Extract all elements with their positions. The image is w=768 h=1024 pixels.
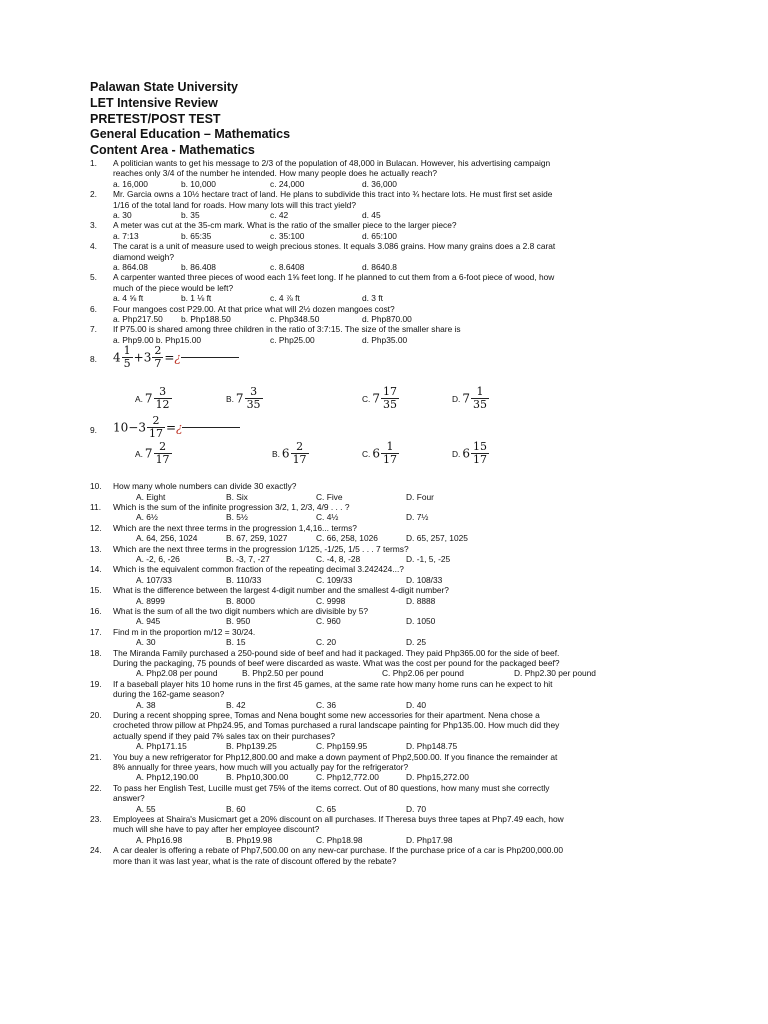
fraction-numerator: 17	[383, 385, 398, 399]
answer-option[interactable]: B. 42	[226, 699, 246, 710]
answer-option[interactable]: A. Php2.08 per pound	[136, 668, 218, 679]
fraction-denominator: 5	[123, 357, 131, 371]
answer-option[interactable]: D. 8888	[406, 595, 436, 606]
question-item	[0, 481, 768, 502]
answer-options	[0, 335, 768, 345]
question-item	[0, 752, 768, 783]
fraction-numerator: 1	[471, 386, 489, 399]
question-text-line: crocheted throw pillow at Php24.95, and Tomas purchased a rural landscape painting for Php135.00. How much did they	[113, 720, 560, 731]
math-text: 7	[372, 391, 381, 406]
question-list	[0, 158, 768, 866]
question-item-math	[0, 345, 768, 419]
answer-option[interactable]: d. 45	[362, 210, 381, 221]
answer-option[interactable]: A. 64, 256, 1024	[136, 533, 198, 544]
fraction	[245, 386, 263, 411]
question-text-line: A car dealer is offering a rebate of Php7,500.00 on any new-car purchase. If the purchase price of a car is Php200,000.00	[113, 845, 564, 856]
fraction-numerator: 15	[473, 440, 488, 454]
question-item	[0, 814, 768, 845]
fraction-denominator: 7	[154, 357, 162, 371]
question-item	[0, 241, 768, 272]
answer-option[interactable]: C. 20	[316, 637, 337, 648]
answer-option[interactable]: A. 107/33	[136, 574, 172, 585]
question-text-line: diamond weigh?	[113, 251, 174, 262]
answer-option[interactable]: D. 7½	[406, 512, 429, 523]
question-number: 8.	[90, 354, 97, 365]
option-label: A.	[135, 448, 143, 459]
question-item	[0, 845, 768, 866]
answer-option[interactable]: c. 42	[270, 210, 289, 221]
math-text: +3	[133, 350, 152, 365]
question-text	[113, 502, 678, 512]
fraction-numerator: 2	[291, 441, 309, 454]
question-number: 16.	[90, 605, 102, 616]
question-text-line: during the 162-game season?	[113, 689, 225, 700]
fraction	[381, 441, 399, 466]
question-text-line: During a recent shopping spree, Tomas and Nena bought some new accessories for their apartment. Nena chose a	[113, 709, 540, 720]
answer-option[interactable]: B. -3, 7, -27	[226, 554, 270, 564]
answer-option[interactable]	[135, 386, 173, 411]
question-number: 12.	[90, 522, 102, 533]
answer-option[interactable]: D. Php148.75	[406, 741, 458, 752]
question-text	[113, 272, 678, 293]
fraction	[152, 345, 163, 370]
fraction-numerator: 3	[154, 386, 172, 399]
question-number: 3.	[90, 220, 97, 231]
question-number: 19.	[90, 678, 102, 689]
question-text-line: Which is the equivalent common fraction of the repeating decimal 3.242424...?	[113, 564, 404, 575]
fraction-denominator: 35	[473, 398, 488, 412]
fraction-denominator: 35	[383, 398, 398, 412]
question-number: 14.	[90, 564, 102, 575]
question-number: 11.	[90, 502, 102, 512]
question-text-line: Which are the next three terms in the progression 1,4,16... terms?	[113, 522, 357, 533]
answer-option[interactable]: b. 10,000	[181, 178, 216, 189]
question-text	[113, 752, 678, 773]
answer-option[interactable]: d. 8640.8	[362, 262, 397, 273]
question-number: 5.	[90, 272, 97, 283]
question-text-line: To pass her English Test, Lucille must get 75% of the items correct. Out of 80 questions, how many must she correctly	[113, 782, 550, 793]
fraction	[147, 415, 165, 440]
answer-option[interactable]: d. 36,000	[362, 178, 397, 189]
math-expression	[113, 415, 240, 440]
answer-option[interactable]: B. 67, 259, 1027	[226, 533, 288, 544]
question-text	[113, 710, 678, 741]
answer-option[interactable]: c. 8.6408	[270, 262, 305, 273]
answer-option[interactable]: C. Php12,772.00	[316, 772, 379, 783]
answer-option[interactable]: c. Php348.50	[270, 314, 320, 325]
answer-option[interactable]	[452, 441, 490, 466]
question-item	[0, 627, 768, 648]
question-text	[113, 158, 678, 179]
fraction	[381, 386, 399, 411]
question-text	[113, 845, 678, 866]
answer-option[interactable]: A. 945	[136, 616, 161, 627]
option-label: C.	[362, 448, 371, 459]
answer-option[interactable]: A. 55	[136, 803, 156, 814]
answer-option[interactable]: b. 35	[181, 210, 200, 221]
answer-option[interactable]: C. 65	[316, 803, 337, 814]
question-item	[0, 585, 768, 606]
question-number: 21.	[90, 751, 102, 762]
question-text-line: Employees at Shaira's Musicmart get a 20% discount on all purchases. If Theresa buys three tapes at Php7.49 each, how	[113, 814, 564, 824]
answer-option[interactable]: D. 1050	[406, 616, 436, 627]
question-text-line: A meter was cut at the 35-cm mark. What is the ratio of the smaller piece to the larger piece?	[113, 220, 457, 231]
question-number: 23.	[90, 814, 102, 824]
math-text: 6	[281, 446, 290, 461]
question-text-line: 8% annually for three years, how much will you actually pay for the refrigerator?	[113, 762, 409, 772]
answer-option[interactable]: b. 1 ⅛ ft	[181, 293, 212, 304]
math-expression	[113, 345, 239, 370]
math-text: 7	[144, 446, 153, 461]
fraction	[471, 441, 489, 466]
answer-options	[0, 533, 768, 543]
fraction-denominator: 17	[148, 427, 163, 441]
question-item	[0, 158, 768, 189]
question-text-line: If a baseball player hits 10 home runs in the first 45 games, at the same rate how many home runs can he expect to hit	[113, 678, 553, 689]
answer-options	[0, 741, 768, 751]
question-text-line: The Miranda Family purchased a 250-pound side of beef and had it packaged. They paid Php365.00 for the side of beef.	[113, 647, 560, 658]
answer-option[interactable]: B. Php2.50 per pound	[242, 668, 324, 679]
answer-option[interactable]: D. 70	[406, 803, 427, 814]
answer-option[interactable]: D. 108/33	[406, 574, 443, 585]
fraction	[122, 345, 133, 370]
answer-option[interactable]: D. Php17.98	[406, 834, 453, 845]
answer-options	[0, 637, 768, 647]
question-number: 17.	[90, 626, 102, 637]
option-label: C.	[362, 393, 371, 404]
math-text: 6	[462, 446, 471, 461]
answer-option[interactable]: B. 8000	[226, 595, 255, 606]
answer-options	[0, 835, 768, 845]
answer-option[interactable]: C. 109/33	[316, 574, 353, 585]
question-text	[113, 648, 678, 669]
answer-options	[0, 668, 768, 678]
question-number: 15.	[90, 585, 102, 596]
question-item	[0, 783, 768, 814]
answer-option[interactable]: C. 36	[316, 699, 337, 710]
answer-option[interactable]: d. 3 ft	[362, 293, 383, 304]
question-item	[0, 324, 768, 345]
answer-option[interactable]: a. 30	[113, 210, 132, 221]
answer-options	[0, 179, 768, 189]
math-text: 7	[462, 391, 471, 406]
university-name: Palawan State University	[90, 80, 238, 94]
answer-options	[0, 262, 768, 272]
fraction	[291, 441, 309, 466]
answer-option[interactable]	[226, 386, 264, 411]
answer-option[interactable]: C. Five	[316, 491, 343, 502]
answer-option[interactable]: B. Php10,300.00	[226, 772, 289, 783]
fraction-denominator: 17	[155, 453, 170, 467]
answer-option[interactable]: a. 864.08	[113, 262, 148, 273]
answer-option[interactable]: C. -4, 8, -28	[316, 554, 361, 564]
option-label: B.	[272, 448, 280, 459]
answer-options	[0, 293, 768, 303]
review-title: LET Intensive Review	[90, 95, 218, 110]
answer-option[interactable]: A. Eight	[136, 491, 166, 502]
answer-option[interactable]: D. 40	[406, 699, 427, 710]
answer-blank	[181, 357, 239, 358]
question-text-line: reaches only 3/4 of the number he intended. How many people does he actually reach?	[113, 168, 438, 179]
answer-options	[0, 700, 768, 710]
math-text: 10	[113, 420, 129, 435]
answer-blank	[182, 427, 240, 428]
question-text	[113, 189, 678, 210]
answer-option[interactable]	[272, 441, 310, 466]
question-text-line: actually spend if they paid 7% sales tax on their purchases?	[113, 730, 336, 741]
answer-option[interactable]	[135, 441, 173, 466]
question-text	[113, 304, 678, 314]
answer-option[interactable]: a. 7:13	[113, 230, 139, 241]
answer-options	[0, 314, 768, 324]
answer-option[interactable]: a. Php217.50	[113, 314, 163, 325]
answer-option[interactable]: B. 60	[226, 803, 246, 814]
answer-option[interactable]: C. Php18.98	[316, 834, 363, 845]
fraction-numerator: 2	[147, 415, 165, 428]
math-text: =	[165, 420, 177, 435]
math-text: 7	[235, 391, 244, 406]
answer-options	[0, 554, 768, 564]
question-text-line: How many whole numbers can divide 30 exactly?	[113, 481, 297, 492]
fraction-numerator: 2	[154, 441, 172, 454]
test-type: PRETEST/POST TEST	[90, 111, 221, 126]
question-text-line: much of the piece would be left?	[113, 282, 234, 293]
question-text-line: more than it was last year, what is the rate of discount offered by the rebate?	[113, 855, 397, 866]
answer-option[interactable]	[452, 386, 490, 411]
question-item	[0, 189, 768, 220]
question-number: 20.	[90, 709, 102, 720]
subject-title: General Education – Mathematics	[90, 127, 291, 142]
question-item	[0, 564, 768, 585]
answer-option[interactable]: A. Php12,190.00	[136, 772, 199, 783]
answer-option[interactable]: B. Six	[226, 491, 248, 502]
question-item	[0, 544, 768, 565]
question-text-line: Which are the next three terms in the progression 1/125, -1/25, 1/5 . . . 7 terms?	[113, 543, 409, 554]
answer-option[interactable]: C. 4½	[316, 512, 339, 523]
answer-option[interactable]: B. 110/33	[226, 574, 262, 585]
question-text-line: If P75.00 is shared among three children in the ratio of 3:7:15. The size of the smaller share is	[113, 324, 461, 335]
question-text-line: Which is the sum of the infinite progression 3/2, 1, 2/3, 4/9 . . . ?	[113, 502, 350, 512]
answer-option[interactable]: c. 35:100	[270, 230, 305, 241]
question-text	[113, 585, 678, 595]
option-label: D.	[452, 448, 461, 459]
question-number: 13.	[90, 543, 102, 554]
question-text-line: During the packaging, 75 pounds of beef were discarded as waste. What was the cost per pound for the packaged beef?	[113, 657, 560, 668]
answer-options	[0, 512, 768, 522]
fraction-denominator: 35	[246, 398, 261, 412]
answer-option[interactable]: A. 6½	[136, 512, 158, 523]
option-label: B.	[226, 393, 234, 404]
question-text-line: Find m in the proportion m/12 = 30/24.	[113, 626, 256, 637]
answer-options	[0, 616, 768, 626]
question-number: 22.	[90, 782, 102, 793]
question-text	[113, 481, 678, 491]
question-text-line: A carpenter wanted three pieces of wood each 1⅝ feet long. If he planned to cut them from a 6-foot piece of wood, how	[113, 272, 555, 283]
option-label: A.	[135, 393, 143, 404]
question-text-line: The carat is a unit of measure used to weigh precious stones. It equals 3.086 grains. How many grains does a 2.8 carat	[113, 241, 556, 252]
answer-options	[0, 231, 768, 241]
question-number: 9.	[90, 425, 97, 436]
answer-option[interactable]	[362, 386, 400, 411]
answer-options	[0, 772, 768, 782]
question-item	[0, 710, 768, 752]
fraction-denominator: 17	[383, 453, 398, 467]
answer-option[interactable]: B. 15	[226, 637, 246, 648]
question-text	[113, 523, 678, 533]
answer-options	[0, 575, 768, 585]
question-text	[113, 564, 678, 574]
fraction-denominator: 17	[292, 453, 307, 467]
answer-option[interactable]: D. Php2.30 per pound	[514, 668, 596, 679]
math-text: 6	[372, 446, 381, 461]
answer-option[interactable]: D. Four	[406, 491, 434, 502]
question-item	[0, 523, 768, 544]
answer-options	[0, 596, 768, 606]
question-text-line: A politician wants to get his message to 2/3 of the population of 48,000 in Bulacan. However, his advertising campaign	[113, 158, 551, 168]
question-number: 7.	[90, 324, 97, 335]
question-item-math	[0, 414, 768, 481]
question-number: 10.	[90, 481, 102, 492]
question-text	[113, 544, 678, 554]
question-text	[113, 627, 678, 637]
question-text-line: You buy a new refrigerator for Php12,800.00 and make a down payment of Php2,500.00. If you finance the remainder at	[113, 751, 558, 762]
document-header	[90, 80, 290, 159]
fraction-numerator: 1	[381, 441, 399, 454]
answer-option[interactable]: b. 86.408	[181, 262, 216, 273]
fraction	[154, 441, 172, 466]
question-text	[113, 606, 678, 616]
unknown-symbol: ¿	[174, 350, 181, 365]
question-item	[0, 272, 768, 303]
answer-option[interactable]: A. 30	[136, 637, 156, 648]
answer-option[interactable]: C. 9998	[316, 595, 346, 606]
math-text: 4	[113, 350, 121, 365]
question-number: 1.	[90, 158, 97, 168]
fraction-numerator: 3	[245, 386, 263, 399]
answer-option[interactable]: C. 66, 258, 1026	[316, 533, 378, 544]
question-item	[0, 606, 768, 627]
answer-option[interactable]: a. 16,000	[113, 178, 148, 189]
answer-option[interactable]: A. 8999	[136, 595, 165, 606]
math-text: −3	[128, 420, 146, 435]
fraction-numerator: 1	[123, 344, 131, 358]
answer-option[interactable]: C. Php2.06 per pound	[382, 668, 464, 679]
question-text	[113, 679, 678, 700]
answer-option[interactable]: a. 4 ⅝ ft	[113, 293, 144, 304]
question-number: 2.	[90, 189, 97, 200]
question-text-line: 1/16 of the total land for roads. How many lots will this tract yield?	[113, 199, 356, 210]
question-text-line: Mr. Garcia owns a 10½ hectare tract of land. He plans to subdivide this tract into ¾ hectare lots. He must first set aside	[113, 189, 553, 200]
answer-option[interactable]: A. Php16.98	[136, 834, 183, 845]
answer-option[interactable]: d. Php35.00	[362, 334, 408, 345]
answer-option[interactable]: D. -1, 5, -25	[406, 554, 451, 564]
fraction-denominator: 12	[155, 398, 170, 412]
answer-options	[0, 492, 768, 502]
option-label: D.	[452, 393, 461, 404]
question-number: 4.	[90, 241, 97, 252]
math-text: =	[164, 350, 175, 365]
answer-option[interactable]: c. Php25.00	[270, 334, 315, 345]
answer-option[interactable]: B. Php139.25	[226, 741, 277, 752]
question-item	[0, 220, 768, 241]
question-item	[0, 648, 768, 679]
answer-option[interactable]: D. 25	[406, 637, 427, 648]
answer-option[interactable]: B. 5½	[226, 512, 248, 523]
answer-option[interactable]: b. 65:35	[181, 230, 212, 241]
answer-option[interactable]: c. 4 ⅞ ft	[270, 293, 300, 304]
answer-option[interactable]: A. Php171.15	[136, 741, 187, 752]
answer-option[interactable]: b. Php188.50	[181, 314, 231, 325]
answer-option[interactable]: a. Php9.00 b. Php15.00	[113, 334, 202, 345]
answer-option[interactable]: C. Php159.95	[316, 741, 368, 752]
question-text	[113, 241, 678, 262]
question-text	[113, 783, 678, 804]
fraction-denominator: 17	[473, 453, 488, 467]
question-text	[113, 220, 678, 230]
question-item	[0, 502, 768, 523]
answer-option[interactable]	[362, 441, 400, 466]
answer-option[interactable]: d. 65:100	[362, 230, 397, 241]
answer-option[interactable]: c. 24,000	[270, 178, 305, 189]
answer-options	[0, 804, 768, 814]
fraction	[471, 386, 489, 411]
question-number: 18.	[90, 647, 102, 658]
question-text-line: What is the sum of all the two digit numbers which are divisible by 5?	[113, 605, 369, 616]
answer-option[interactable]: D. 65, 257, 1025	[406, 533, 468, 544]
question-number: 24.	[90, 845, 102, 856]
answer-option[interactable]: A. -2, 6, -26	[136, 554, 180, 564]
answer-option[interactable]: B. Php19.98	[226, 834, 273, 845]
question-text-line: Four mangoes cost P29.00. At that price what will 2½ dozen mangoes cost?	[113, 303, 395, 314]
math-text: 7	[144, 391, 153, 406]
answer-option[interactable]: d. Php870.00	[362, 314, 412, 325]
answer-option[interactable]: C. 960	[316, 616, 341, 627]
answer-option[interactable]: A. 38	[136, 699, 156, 710]
question-text-line: much will she have to pay after her employee discount?	[113, 824, 320, 835]
fraction	[154, 386, 172, 411]
question-text	[113, 814, 678, 835]
unknown-symbol: ¿	[176, 420, 183, 435]
answer-option[interactable]: D. Php15,272.00	[406, 772, 469, 783]
content-area: Content Area - Mathematics	[90, 143, 255, 158]
answer-option[interactable]: B. 950	[226, 616, 251, 627]
question-item	[0, 679, 768, 710]
question-text	[113, 324, 678, 334]
question-item	[0, 304, 768, 325]
question-text-line: What is the difference between the largest 4-digit number and the smallest 4-digit number?	[113, 585, 449, 596]
question-number: 6.	[90, 303, 97, 314]
fraction-numerator: 2	[154, 344, 162, 358]
answer-options	[0, 210, 768, 220]
question-text-line: answer?	[113, 793, 145, 804]
